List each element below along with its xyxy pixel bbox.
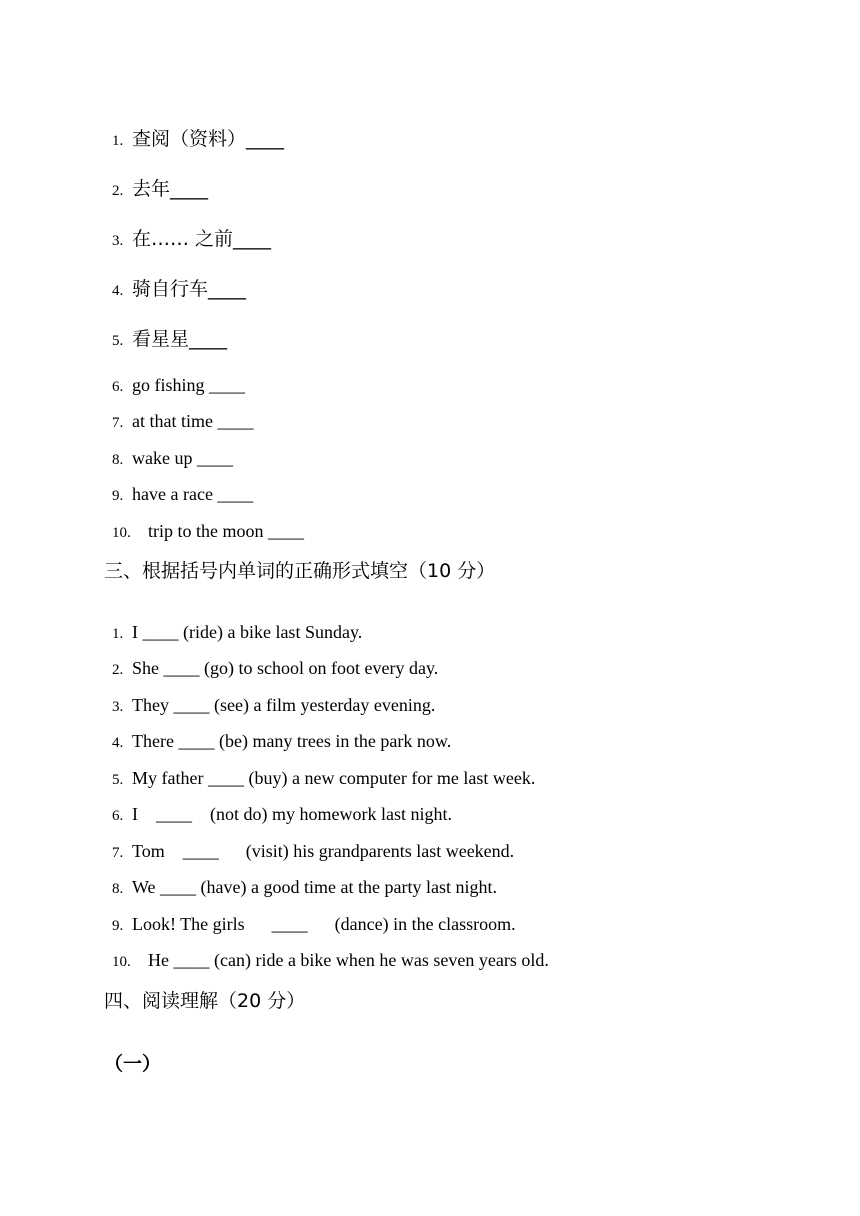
item-text: 看星星____ [132, 328, 228, 350]
section-heading: 三、根据括号内单词的正确形式填空（10 分） [104, 560, 496, 582]
vocab-item [104, 360, 245, 395]
item-text: I ____ (ride) a bike last Sunday. [132, 622, 363, 642]
item-text: go fishing ____ [132, 375, 246, 395]
item-number: 8. [112, 881, 124, 897]
item-number: 4. [112, 735, 124, 751]
vocab-item [104, 506, 304, 541]
item-number: 10. [112, 954, 131, 970]
item-text: There ____ (be) many trees in the park now. [132, 731, 452, 751]
item-text: She ____ (go) to school on foot every day. [132, 658, 439, 678]
item-number: 2. [112, 662, 124, 678]
item-text: Tom ____ (visit) his grandparents last weekend. [132, 841, 515, 861]
item-number: 10. [112, 525, 131, 541]
item-number: 5. [112, 333, 124, 349]
item-text: They ____ (see) a film yesterday evening. [132, 695, 436, 715]
item-number: 7. [112, 415, 124, 431]
item-text: 在…… 之前____ [132, 228, 272, 250]
item-number: 7. [112, 845, 124, 861]
item-text: 查阅（资料）____ [132, 128, 285, 150]
item-text: We ____ (have) a good time at the party last night. [132, 877, 497, 897]
fill-item [104, 862, 497, 897]
fill-item [104, 935, 549, 970]
item-text: have a race ____ [132, 484, 254, 504]
vocab-item [104, 396, 253, 431]
vocab-item [104, 314, 227, 349]
fill-item [104, 899, 516, 934]
item-text: 骑自行车____ [132, 278, 247, 300]
item-text: 去年____ [132, 178, 209, 200]
fill-item [104, 716, 451, 751]
item-number: 6. [112, 808, 124, 824]
item-number: 6. [112, 379, 124, 395]
item-number: 9. [112, 918, 124, 934]
section-subheading: （一） [104, 1053, 162, 1075]
vocab-item [104, 433, 233, 468]
item-number: 5. [112, 772, 124, 788]
item-number: 8. [112, 452, 124, 468]
item-text: at that time ____ [132, 411, 254, 431]
fill-item [104, 607, 362, 642]
item-text: My father ____ (buy) a new computer for me last week. [132, 768, 536, 788]
item-text: Look! The girls ____ (dance) in the classroom. [132, 914, 516, 934]
item-text: I ____ (not do) my homework last night. [132, 804, 452, 824]
item-number: 1. [112, 626, 124, 642]
item-text: trip to the moon ____ [148, 521, 304, 541]
vocab-item [104, 164, 208, 199]
fill-item [104, 826, 514, 861]
vocab-item [104, 114, 284, 149]
fill-item [104, 789, 452, 824]
item-text: wake up ____ [132, 448, 233, 468]
fill-item [104, 643, 438, 678]
item-number: 9. [112, 488, 124, 504]
section-heading: 四、阅读理解（20 分） [104, 990, 306, 1012]
item-text: He ____ (can) ride a bike when he was seven years old. [148, 950, 549, 970]
item-number: 2. [112, 183, 124, 199]
item-number: 4. [112, 283, 124, 299]
item-number: 3. [112, 699, 124, 715]
vocab-item [104, 214, 271, 249]
fill-item [104, 680, 435, 715]
item-number: 1. [112, 133, 124, 149]
vocab-item [104, 469, 253, 504]
fill-item [104, 753, 535, 788]
vocab-item [104, 264, 246, 299]
item-number: 3. [112, 233, 124, 249]
